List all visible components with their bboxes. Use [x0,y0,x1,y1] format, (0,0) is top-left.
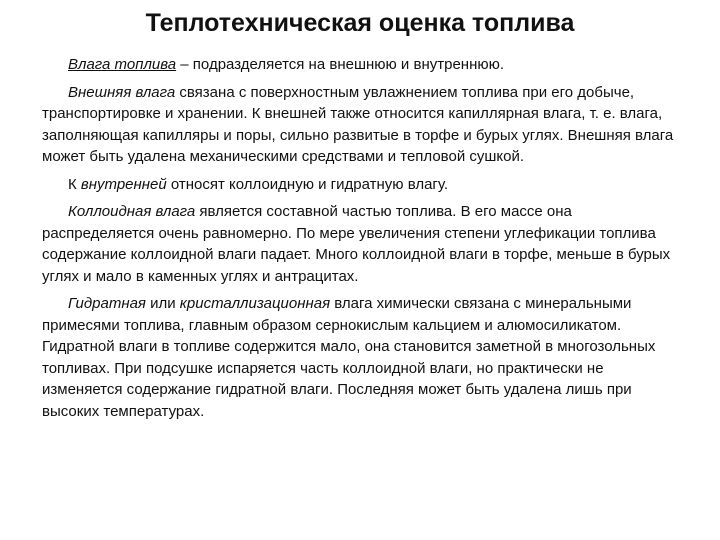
term-internal-moisture: внутренней [80,175,167,193]
paragraph-text: относят коллоидную и гидратную влагу. [166,175,449,193]
paragraph-hydrate-moisture [42,293,680,422]
paragraph-text: – подразделяется на внешнюю и внутреннюю. [176,56,505,73]
paragraph-text: является составной частью топлива. В его массе она распределяется очень равномерно. По мере увеличения степени углефикации топлива содержание коллоидной влаги падает. Много коллоидной влаги в торфе, меньше в бурых углях и мало в каменных углях и антрацитах. [42,203,671,285]
term-crystallization-moisture: кристаллизационная [179,295,331,312]
paragraph-internal-moisture [42,174,680,196]
paragraph-lead: К [68,175,81,193]
slide-body [42,54,680,428]
slide-title: Теплотехническая оценка топлива [145,9,575,37]
paragraph-text: влага химически связана с минеральными примесями топлива, главным образом сернокислым кальцием и алюмосиликатом. Гидратной влаги в топливе содержится мало, она становится заметной в многозольных топливах. При подсушке испаряется часть коллоидной влаги, но практически не изменяется содержание гидратной влаги. Последняя может быть удалена лишь при высоких температурах. [42,295,656,420]
term-hydrate-moisture: Гидратная [68,295,146,312]
paragraph-text: связана с поверхностным увлажнением топлива при его добыче, транспортировке и хранении. К внешней также относится капиллярная влага, т. е. влага, заполняющая капилляры и поры, сильно развитые в торфе и бурых углях. Внешняя влага может быть удалена механическими средствами и тепловой сушкой. [42,83,674,165]
paragraph-external-moisture [42,82,680,168]
paragraph-connector: или [145,295,180,312]
term-external-moisture: Внешняя влага [68,83,176,101]
paragraph-moisture-definition [42,54,680,76]
term-colloidal-moisture: Коллоидная влага [68,203,196,220]
paragraph-colloidal-moisture [42,201,680,287]
term-fuel-moisture: Влага топлива [68,56,177,73]
